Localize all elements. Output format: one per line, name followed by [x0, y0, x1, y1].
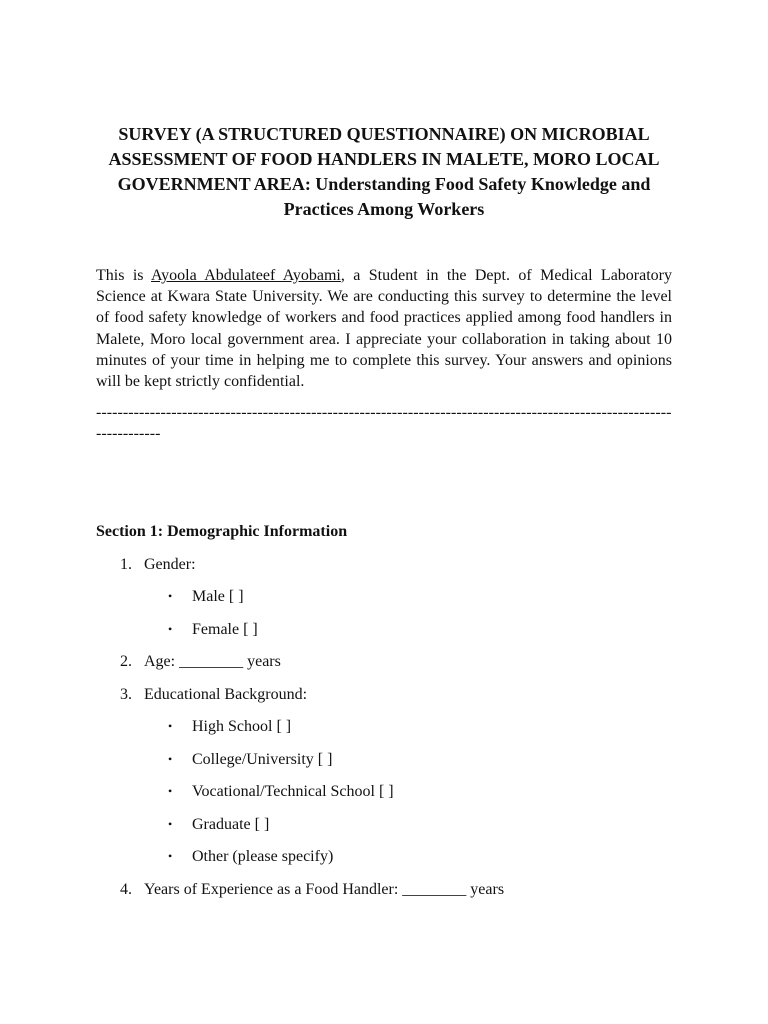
option-item[interactable] — [144, 781, 672, 802]
bullet-icon: • — [168, 621, 173, 636]
question-text[interactable]: Age: ________ years — [144, 653, 281, 671]
question-text[interactable]: Years of Experience as a Food Handler: ________ years — [144, 880, 505, 898]
option-label: Female [ ] — [192, 620, 258, 638]
author-name: Ayoola Abdulateef Ayobami — [151, 267, 341, 284]
question-number: 2. — [120, 653, 132, 671]
separator-line: ----------------------------------------------------------------------------------------------------------------------- — [96, 404, 672, 443]
option-item[interactable] — [144, 586, 672, 607]
bullet-icon: • — [168, 719, 173, 734]
option-label: Vocational/Technical School [ ] — [192, 783, 394, 801]
question-item — [96, 651, 672, 672]
document-title: SURVEY (A STRUCTURED QUESTIONNAIRE) ON MICROBIAL ASSESSMENT OF FOOD HANDLERS IN MALETE, MORO LOCAL GOVERNMENT AREA: Understanding Food Safety Knowledge and Practices Among Workers — [108, 124, 660, 219]
question-text: Gender: — [144, 555, 196, 573]
bullet-icon: • — [168, 751, 173, 766]
option-label: High School [ ] — [192, 718, 292, 736]
question-number: 3. — [120, 685, 132, 703]
bullet-icon: • — [168, 816, 173, 831]
question-number: 4. — [120, 880, 132, 898]
question-number: 1. — [120, 555, 132, 573]
option-item[interactable] — [144, 846, 672, 867]
bullet-icon: • — [168, 589, 173, 604]
question-item — [96, 879, 672, 900]
question-list — [96, 554, 672, 900]
question-text: Educational Background: — [144, 685, 308, 703]
option-item[interactable] — [144, 749, 672, 770]
option-label: College/University [ ] — [192, 750, 333, 768]
option-item[interactable] — [144, 619, 672, 640]
option-list — [144, 586, 672, 640]
intro-body: , a Student in the Dept. of Medical Laboratory Science at Kwara State University. We are conducting this survey to determine the level of food safety knowledge of workers and food practices applied among food handlers in Malete, Moro local government area. I appreciate your collaboration in taking about 10 minutes of your time in helping me to complete this survey. Your answers and opinions will be kept strictly confidential. — [96, 267, 672, 391]
question-item — [96, 554, 672, 640]
question-item — [96, 684, 672, 868]
bullet-icon: • — [168, 849, 173, 864]
bullet-icon: • — [168, 784, 173, 799]
option-label: Graduate [ ] — [192, 815, 270, 833]
intro-prefix: This is — [96, 267, 152, 284]
section-heading: Section 1: Demographic Information — [96, 522, 348, 540]
option-label: Other (please specify) — [192, 848, 334, 866]
option-item[interactable] — [144, 814, 672, 835]
option-label: Male [ ] — [192, 588, 244, 606]
intro-paragraph — [96, 265, 672, 392]
option-list — [144, 716, 672, 867]
option-item[interactable] — [144, 716, 672, 737]
